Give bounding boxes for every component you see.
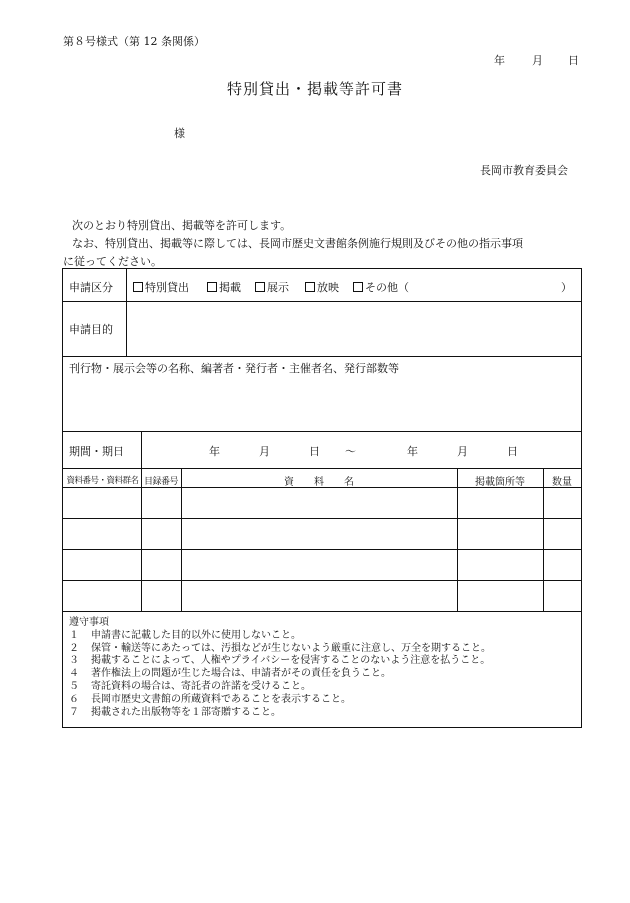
option-publication[interactable]: [207, 279, 241, 295]
period-from-year: 年: [209, 445, 220, 458]
rule-text: 保管・輸送等にあたっては、汚損などが生じないよう厳重に注意し、万全を期すること。: [91, 642, 491, 654]
table-row[interactable]: [63, 488, 581, 518]
rule-text: 著作権法上の問題が生じた場合は、申請者がその責任を負うこと。: [91, 668, 391, 680]
option-label: その他（: [365, 281, 409, 294]
option-label: 展示: [267, 281, 289, 294]
row-divider: [63, 301, 581, 302]
checkbox-icon[interactable]: [353, 282, 363, 292]
rule-item: [69, 694, 491, 707]
table-row[interactable]: [63, 581, 581, 611]
header-material-name: 資 料 名: [284, 477, 354, 488]
publication-field[interactable]: [69, 375, 577, 427]
intro-line-2: なお、特別貸出、掲載等に際しては、長岡市歴史文書館条例施行規則及びその他の指示事項: [72, 237, 523, 250]
period-to-day: 日: [507, 445, 518, 458]
period-from-day: 日: [309, 445, 320, 458]
table-row[interactable]: [63, 550, 581, 580]
purpose-label: 申請目的: [69, 323, 113, 336]
purpose-field[interactable]: [131, 305, 577, 353]
period-tilde: ～: [345, 445, 356, 458]
rule-number: ４: [69, 668, 79, 680]
rule-text: 寄託資料の場合は、寄託者の許諾を受けること。: [91, 680, 311, 692]
date-day-label: 日: [568, 54, 579, 67]
rule-text: 長岡市歴史文書館の所蔵資料であることを表示すること。: [91, 693, 351, 705]
rule-number: ７: [69, 706, 79, 718]
rule-number: １: [69, 629, 79, 641]
header-material-number: 資料番号・資料群名: [66, 476, 139, 486]
header-placement: 掲載箇所等: [475, 477, 525, 488]
checkbox-icon[interactable]: [305, 282, 315, 292]
issuer-name: 長岡市教育委員会: [480, 164, 568, 177]
checkbox-icon[interactable]: [207, 282, 217, 292]
publication-label: 刊行物・展示会等の名称、編著者・発行者・主催者名、発行部数等: [69, 362, 399, 375]
row-divider: [63, 356, 581, 357]
period-to-month: 月: [457, 445, 468, 458]
rule-text: 申請書に記載した目的以外に使用しないこと。: [91, 629, 301, 641]
rule-number: ３: [69, 655, 79, 667]
option-other[interactable]: [353, 279, 409, 295]
checkbox-icon[interactable]: [255, 282, 265, 292]
rule-item: [69, 681, 491, 694]
intro-line-1: 次のとおり特別貸出、掲載等を許可します。: [72, 219, 292, 232]
rule-item: [69, 655, 491, 668]
rules-title: 遵守事項: [69, 617, 109, 628]
rule-text: 掲載することによって、人権やプライバシーを侵害することのないよう注意を払うこと。: [91, 655, 491, 667]
label-column-divider: [141, 431, 142, 468]
option-exhibition[interactable]: [255, 279, 289, 295]
application-type-label: 申請区分: [69, 281, 113, 294]
document-title: 特別貸出・掲載等許可書: [226, 80, 403, 98]
date-year-label: 年: [494, 54, 505, 67]
rule-item: [69, 668, 491, 681]
rule-number: ５: [69, 680, 79, 692]
label-column-divider: [126, 269, 127, 356]
rule-item: [69, 707, 491, 720]
period-from-month: 月: [259, 445, 270, 458]
table-row[interactable]: [63, 519, 581, 549]
option-label: 放映: [317, 281, 339, 294]
form-number: 第８号様式（第 12 条関係）: [63, 35, 205, 48]
option-other-close-paren: ）: [561, 281, 572, 294]
rule-text: 掲載された出版物等を１部寄贈すること。: [91, 706, 281, 718]
option-broadcast[interactable]: [305, 279, 339, 295]
date-month-label: 月: [532, 54, 543, 67]
rule-number: ６: [69, 693, 79, 705]
rule-item: [69, 643, 491, 656]
rule-item: [69, 630, 491, 643]
row-divider: [63, 611, 581, 612]
permission-form-table: [62, 268, 582, 728]
option-special-loan[interactable]: [133, 279, 189, 295]
addressee-suffix: 様: [174, 127, 185, 140]
option-label: 掲載: [219, 281, 241, 294]
header-quantity: 数量: [552, 477, 572, 488]
header-catalog-number: 目録番号: [143, 477, 178, 487]
rule-number: ２: [69, 642, 79, 654]
checkbox-icon[interactable]: [133, 282, 143, 292]
period-label: 期間・期日: [69, 445, 124, 458]
intro-line-3: に従ってください。: [63, 255, 162, 268]
compliance-rules: [69, 617, 491, 719]
period-to-year: 年: [407, 445, 418, 458]
option-label: 特別貸出: [145, 281, 189, 294]
